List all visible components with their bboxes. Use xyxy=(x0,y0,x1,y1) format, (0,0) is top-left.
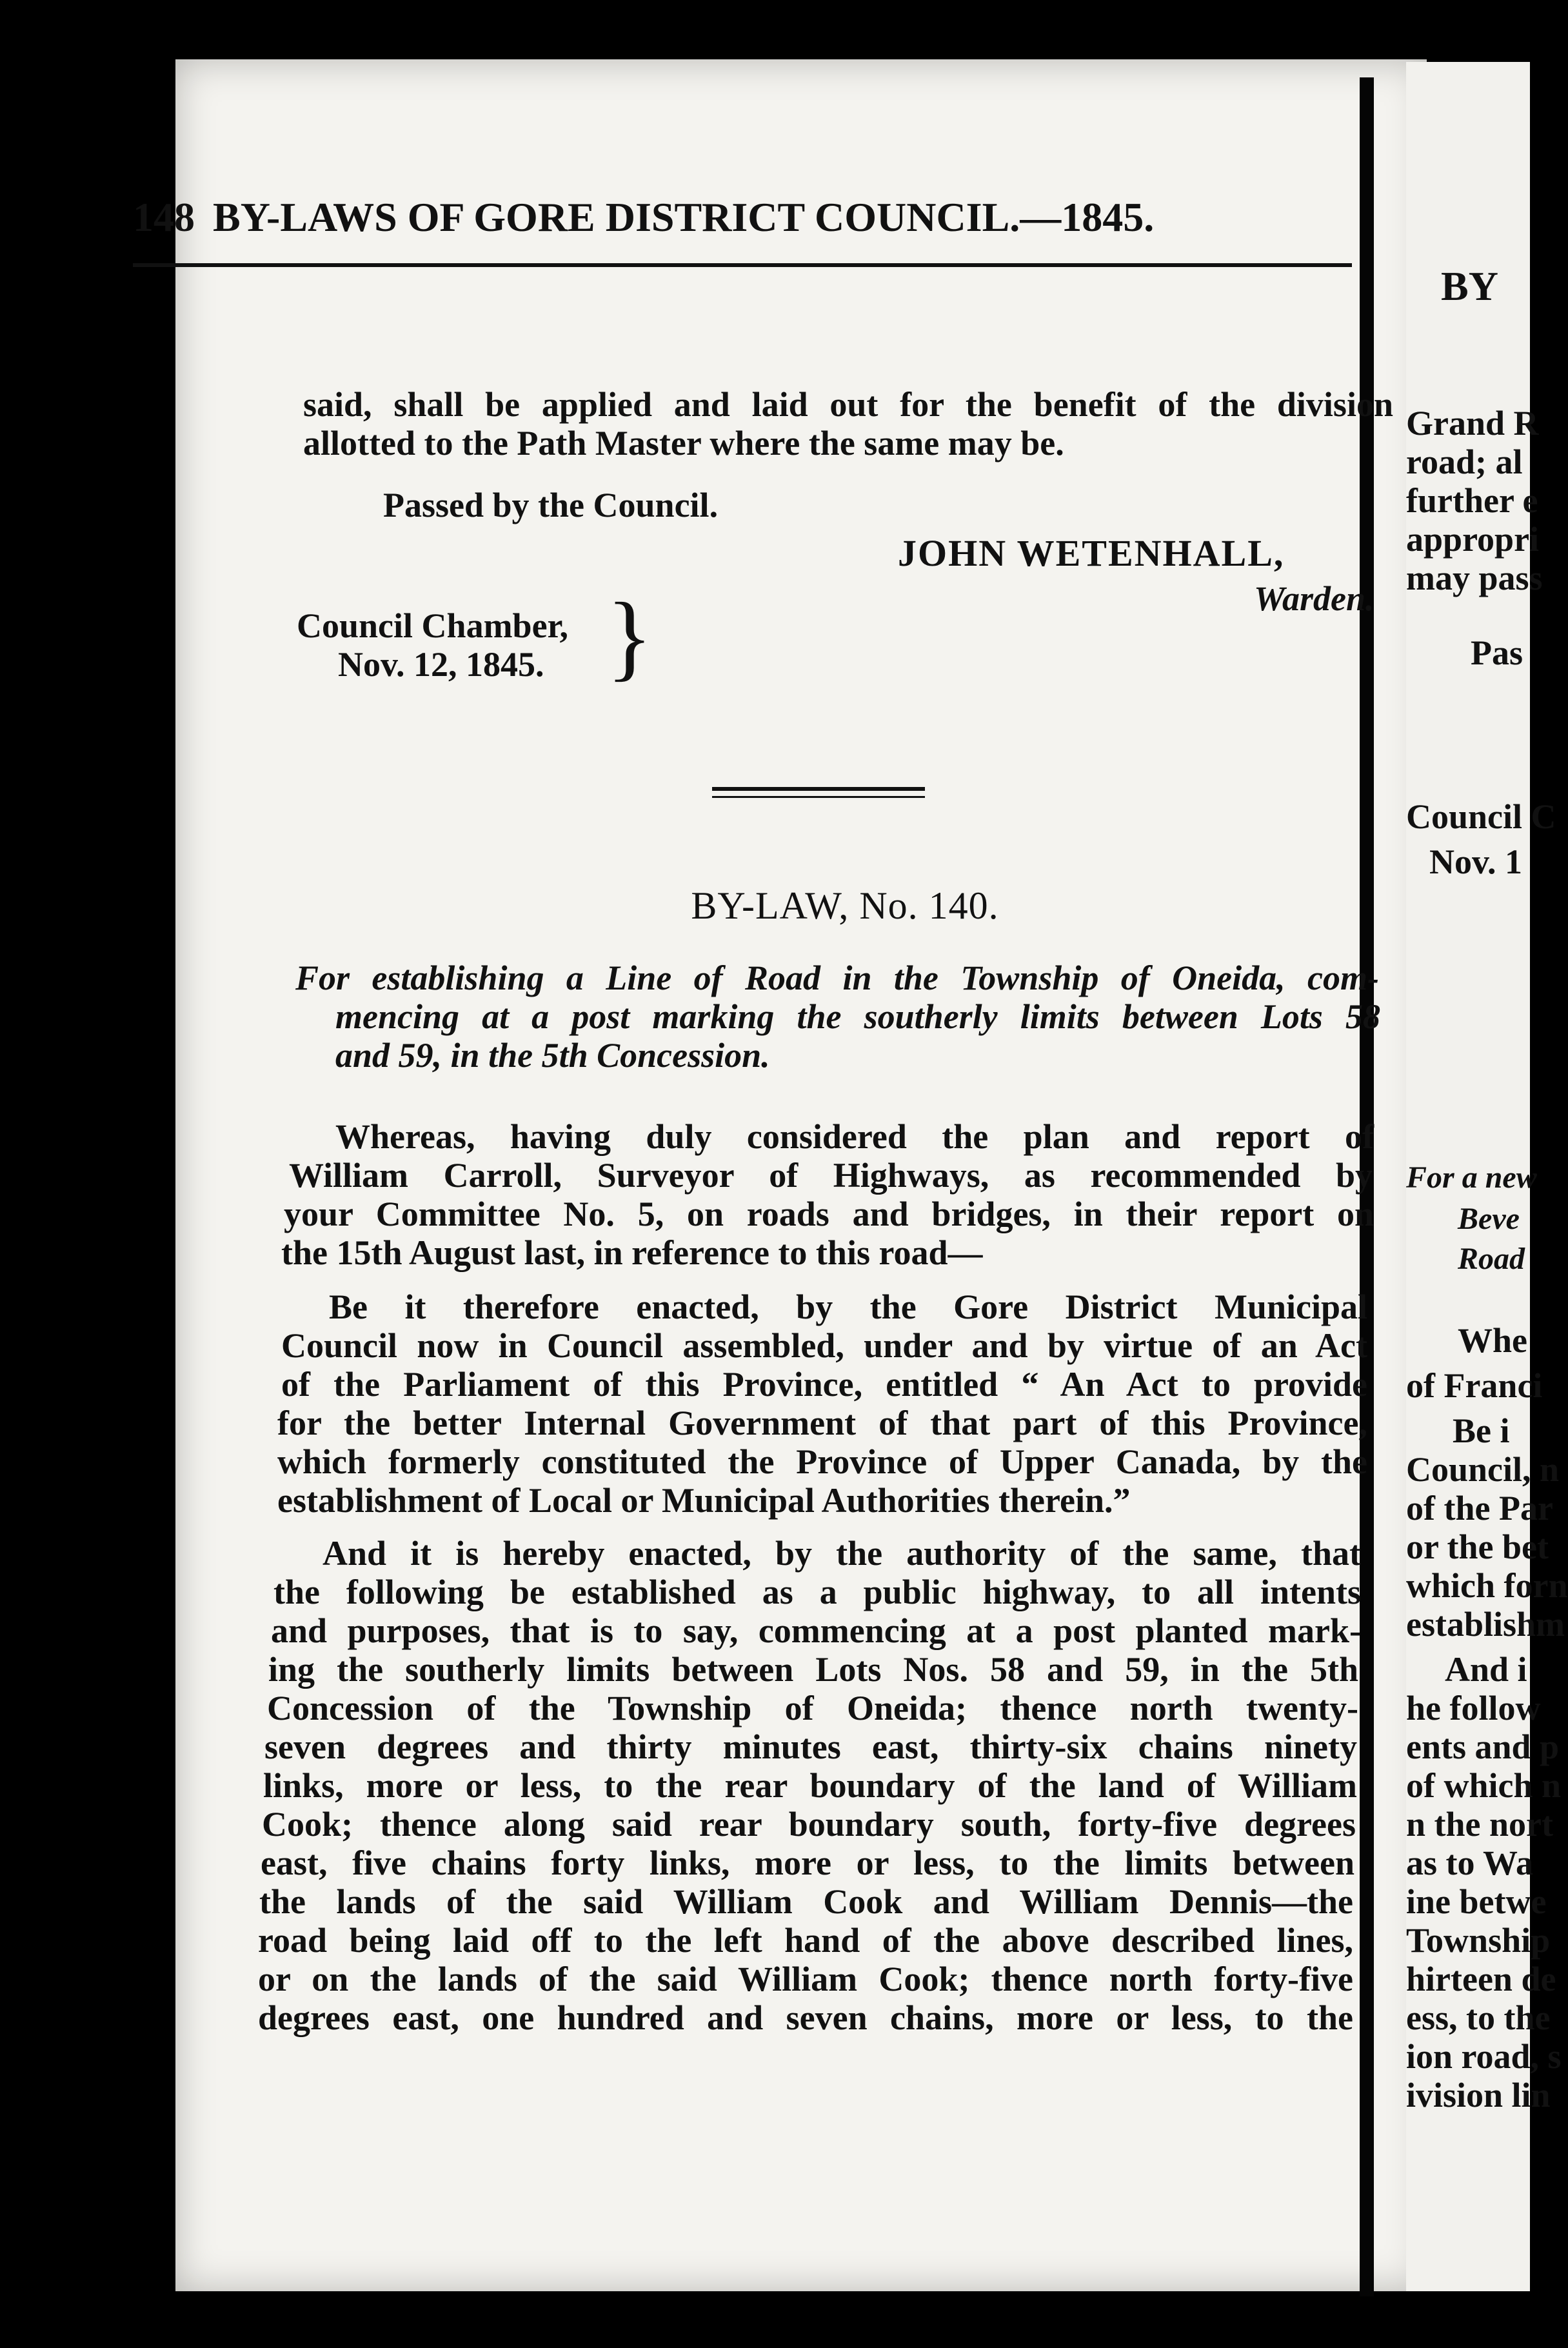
facing-line: road; al xyxy=(1406,443,1523,481)
facing-for: For a new xyxy=(1406,1160,1537,1195)
facing-whe: Whe xyxy=(1458,1321,1527,1360)
section-separator xyxy=(712,796,925,798)
facing-line: or the bet xyxy=(1406,1527,1549,1566)
para3-line: east, five chains forty links, more or less, to the limits between xyxy=(261,1844,1355,1882)
facing-line: ine betwe xyxy=(1406,1882,1547,1921)
para3-line: and purposes, that is to say, commencing at a post planted mark- xyxy=(271,1611,1361,1650)
section-separator xyxy=(712,787,925,791)
facing-line: of which n xyxy=(1406,1766,1562,1805)
para1-line: your Committee No. 5, on roads and bridges, in their report on xyxy=(284,1195,1374,1233)
facing-line: which forn xyxy=(1406,1566,1568,1605)
para2-line: Council now in Council assembled, under and by virtue of an Act xyxy=(281,1326,1367,1365)
para2-line: which formerly constituted the Province of Upper Canada, by the xyxy=(277,1442,1367,1481)
facing-line: ess, to the xyxy=(1406,1998,1551,2037)
facing-line: ivision lin xyxy=(1406,2076,1551,2114)
facing-line: n the nort xyxy=(1406,1805,1553,1844)
facing-nov: Nov. 1 xyxy=(1429,842,1523,881)
para3-line: seven degrees and thirty minutes east, thirty-six chains ninety xyxy=(264,1727,1357,1766)
facing-line: And i xyxy=(1445,1650,1527,1689)
para3-line: the following be established as a public highway, to all intents xyxy=(273,1573,1361,1611)
signatory-name: JOHN WETENHALL, xyxy=(898,532,1285,574)
facing-line: Township xyxy=(1406,1921,1551,1960)
running-header xyxy=(133,194,1345,241)
bylaw-subtitle-line: For establishing a Line of Road in the Township of Oneida, com- xyxy=(295,959,1379,997)
facing-line: hirteen de xyxy=(1406,1960,1556,1998)
bylaw-subtitle-line: mencing at a post marking the southerly limits between Lots 58 xyxy=(335,997,1380,1036)
header-rule xyxy=(133,263,1352,267)
facing-line: Council, n xyxy=(1406,1450,1560,1489)
facing-road: Road xyxy=(1458,1242,1525,1276)
para3-line: Cook; thence along said rear boundary south, forty-five degrees xyxy=(262,1805,1356,1844)
facing-line: of Franci xyxy=(1406,1366,1543,1405)
council-date-line: Nov. 12, 1845. xyxy=(338,645,544,684)
para3-line: degrees east, one hundred and seven chains, more or less, to the xyxy=(258,1998,1353,2037)
facing-line: ion road, s xyxy=(1406,2037,1562,2076)
brace-icon: } xyxy=(606,583,653,690)
para2-line: establishment of Local or Municipal Authorities therein.” xyxy=(277,1481,1131,1520)
facing-page xyxy=(1406,62,1568,2291)
para2-line: Be it therefore enacted, by the Gore District Municipal xyxy=(329,1288,1367,1326)
para1-line: Whereas, having duly considered the plan and report of xyxy=(335,1117,1374,1156)
facing-line: ents and p xyxy=(1406,1727,1560,1766)
para3-line: road being laid off to the left hand of the above described lines, xyxy=(258,1921,1353,1960)
facing-line: of the Par xyxy=(1406,1489,1553,1527)
para3-line: links, more or less, to the rear boundary of the land of William xyxy=(263,1766,1357,1805)
para2-line: of the Parliament of this Province, entitled “ An Act to provide xyxy=(281,1365,1367,1404)
facing-line: he follow xyxy=(1406,1689,1541,1727)
facing-line: may pass xyxy=(1406,559,1543,597)
opening-line-2: allotted to the Path Master where the same may be. xyxy=(303,424,1064,463)
header-title: BY-LAWS OF GORE DISTRICT COUNCIL.—1845. xyxy=(213,194,1155,240)
facing-line: as to Wa xyxy=(1406,1844,1534,1882)
opening-line-1: said, shall be applied and laid out for the benefit of the division xyxy=(303,385,1393,424)
facing-council: Council C xyxy=(1406,797,1556,836)
facing-line: Be i xyxy=(1453,1411,1510,1450)
para3-line: Concession of the Township of Oneida; thence north twenty- xyxy=(267,1689,1358,1727)
para2-line: for the better Internal Government of that part of this Province, xyxy=(277,1404,1367,1442)
para1-line: the 15th August last, in reference to this road— xyxy=(281,1233,983,1272)
para3-line: ing the southerly limits between Lots Nos. 58 and 59, in the 5th xyxy=(268,1650,1358,1689)
facing-header: BY xyxy=(1441,263,1498,309)
facing-line: further e xyxy=(1406,481,1538,520)
council-chamber-line: Council Chamber, xyxy=(297,606,569,645)
facing-beve: Beve xyxy=(1458,1202,1520,1236)
page-number: 148 xyxy=(133,194,195,240)
para3-line: the lands of the said William Cook and William Dennis—the xyxy=(259,1882,1353,1921)
facing-line: appropri xyxy=(1406,520,1540,559)
bylaw-subtitle-line: and 59, in the 5th Concession. xyxy=(335,1036,770,1075)
para3-line: And it is hereby enacted, by the authority of the same, that xyxy=(323,1534,1361,1573)
facing-line: Grand R xyxy=(1406,404,1539,443)
signatory-title: Warden. xyxy=(1254,579,1374,618)
passed-line: Passed by the Council. xyxy=(383,486,719,524)
facing-line: establishm xyxy=(1406,1605,1565,1644)
para1-line: William Carroll, Surveyor of Highways, as recommended by xyxy=(289,1156,1373,1195)
bylaw-heading: BY-LAW, No. 140. xyxy=(691,884,999,927)
para3-line: or on the lands of the said William Cook; thence north forty-five xyxy=(258,1960,1353,1998)
facing-passed: Pas xyxy=(1471,633,1523,672)
